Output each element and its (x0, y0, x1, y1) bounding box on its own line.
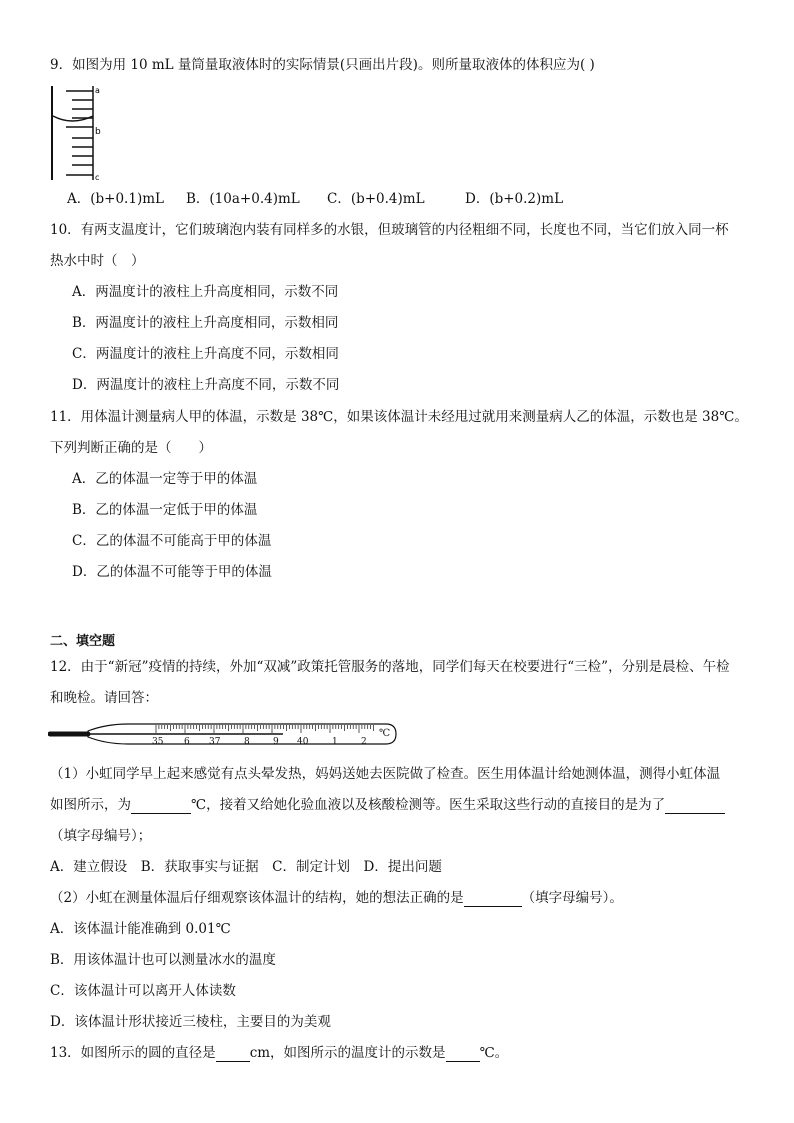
scale-label-1: 1 (332, 737, 338, 747)
q12-part2-option-b: B．用该体温计也可以测量冰水的温度 (50, 952, 276, 968)
q12-part1-line3: （填字母编号）； (50, 828, 152, 844)
q11-option-c: C．乙的体温不可能高于甲的体温 (72, 533, 272, 549)
q9-option-d: D．(b+0.2)mL (465, 191, 564, 207)
scale-label-37: 37 (209, 737, 221, 747)
q12-part1-line2-text-b: ℃，接着又给她化验血液以及核酸检测等。医生采取这些行动的直接目的是为了 (191, 797, 666, 813)
q10-option-b: B．两温度计的液柱上升高度相同，示数相同 (72, 315, 339, 331)
q12-part2-option-a: A．该体温计能准确到 0.01℃ (50, 921, 231, 937)
q11-option-d: D．乙的体温不可能等于甲的体温 (72, 564, 272, 580)
q10-option-a: A．两温度计的液柱上升高度相同，示数不同 (72, 284, 339, 300)
q12-part1-options: A．建立假设 B．获取事实与证据 C．制定计划 D．提出问题 (50, 859, 442, 875)
q12-stem-line1: 12．由于“新冠”疫情的持续，外加“双减”政策托管服务的落地，同学们每天在校要进行“三检”，分别是晨检、午检 (50, 659, 730, 675)
q11-stem-line1: 11．用体温计测量病人甲的体温，示数是 38℃，如果该体温计未经甩过就用来测量病人乙的体温，示数也是 38℃。 (50, 409, 748, 425)
q9-stem: 9．如图为用 10 mL 量筒量取液体时的实际情景(只画出片段)。则所量取液体的体积应为( ) (50, 57, 595, 73)
q13-text-a: 13．如图所示的圆的直径是 (50, 1045, 216, 1061)
q12-part1-line1: （1）小虹同学早上起来感觉有点头晕发热，妈妈送她去医院做了检查。医生用体温计给她测体温，测得小虹体温 (50, 766, 721, 782)
section-heading: 二、填空题 (50, 634, 116, 649)
q10-stem-line2: 热水中时（ ） (50, 253, 145, 269)
scale-unit: ℃ (379, 728, 391, 739)
q9-option-c: C．(b+0.4)mL (327, 191, 425, 207)
scale-label-35: 35 (152, 737, 164, 747)
q12-part2-text-b: （填字母编号）。 (521, 890, 623, 906)
q12-part2-text-a: （2）小虹在测量体温后仔细观察该体温计的结构，她的想法正确的是 (50, 890, 464, 906)
q10-option-c: C．两温度计的液柱上升高度不同，示数相同 (72, 346, 339, 362)
figure-label-c: c (95, 173, 100, 182)
scale-label-40: 40 (297, 737, 309, 747)
q13-text-c: ℃。 (479, 1045, 509, 1061)
figure-label-b: b (95, 127, 101, 137)
scale-label-9: 9 (273, 737, 279, 747)
q12-part2-option-d: D．该体温计形状接近三棱柱，主要目的为美观 (50, 1014, 331, 1030)
q10-stem-line1: 10．有两支温度计，它们玻璃泡内装有同样多的水银，但玻璃管的内径粗细不同，长度也不同，当它们放入同一杯 (50, 222, 729, 238)
q12-part1-line2-text-a: 如图所示，为 (50, 797, 131, 813)
q12-part1-line2 (50, 796, 725, 814)
q12-part2-option-c: C．该体温计可以离开人体读数 (50, 983, 236, 999)
answer-blank-purpose[interactable] (665, 799, 725, 814)
answer-blank-temperature[interactable] (131, 799, 191, 814)
q11-stem-line2: 下列判断正确的是（ ） (50, 440, 212, 456)
q9-option-a: A．(b+0.1)mL (67, 191, 164, 207)
answer-blank-diameter[interactable] (216, 1047, 250, 1062)
answer-blank-thermometer-reading[interactable] (446, 1047, 480, 1062)
q11-option-b: B．乙的体温一定低于甲的体温 (72, 502, 258, 518)
answer-blank-structure[interactable] (464, 892, 522, 907)
q13-text-b: cm，如图所示的温度计的示数是 (249, 1045, 446, 1061)
figure-label-a: a (95, 86, 100, 95)
q9-option-b: B．(10a+0.4)mL (186, 191, 300, 207)
q12-stem-line2: 和晚检。请回答： (50, 690, 158, 706)
scale-label-8: 8 (244, 737, 250, 747)
q12-part2-stem (50, 889, 623, 907)
q13-stem (50, 1044, 508, 1062)
q11-option-a: A．乙的体温一定等于甲的体温 (72, 471, 258, 487)
scale-label-2: 2 (361, 737, 367, 747)
q10-option-d: D．两温度计的液柱上升高度不同，示数不同 (72, 377, 340, 393)
graduated-cylinder-figure (44, 82, 104, 182)
scale-label-6: 6 (184, 737, 190, 747)
clinical-thermometer-figure (48, 720, 400, 750)
